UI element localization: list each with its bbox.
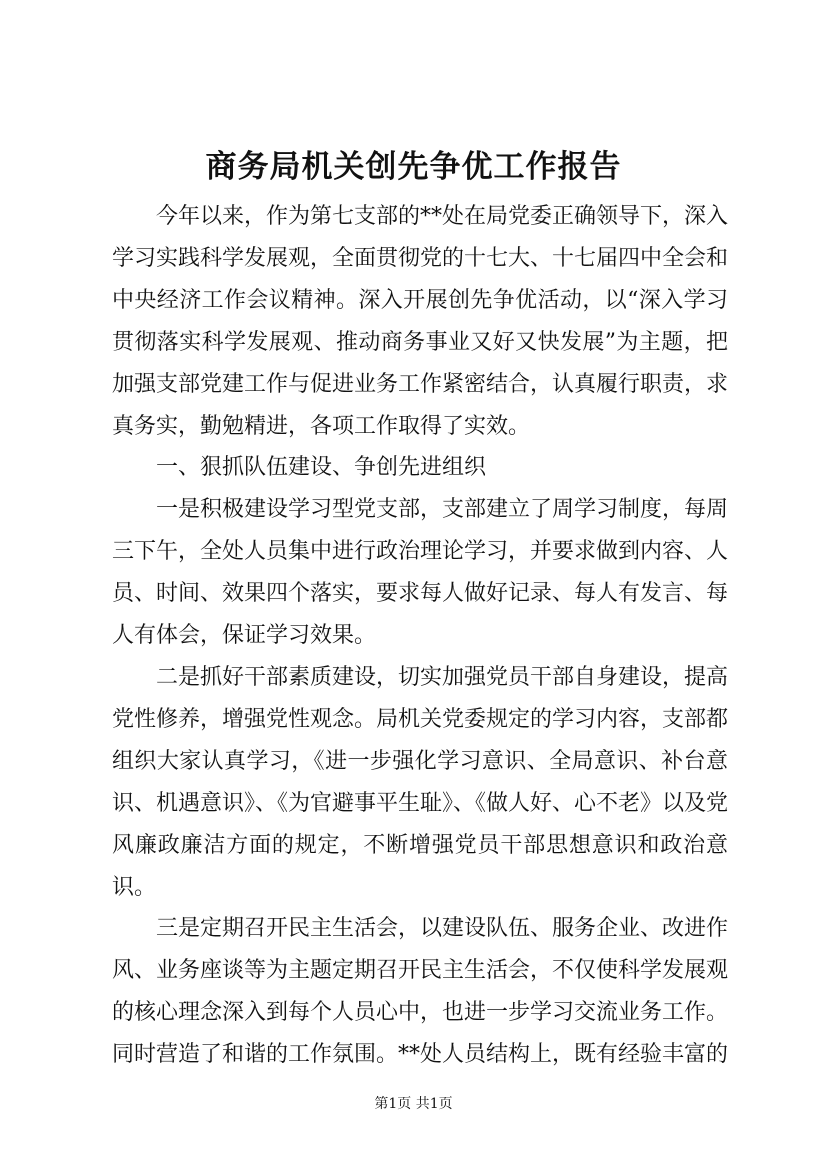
paragraph-second-point: 二是抓好干部素质建设，切实加强党员干部自身建设，提高党性修养，增强党性观念。局机关党委规定的学习内容，支部都组织大家认真学习，《进一步强化学习意识、全局意识、补台意识、机遇意识》、《为官避事平生耻》、《做人好、心不老》以及党风廉政廉洁方面的规定，不断增强党员干部思想意识和政治意识。	[112, 664, 729, 900]
document-title: 商务局机关创先争优工作报告	[205, 149, 622, 185]
paragraph-first-point: 一是积极建设学习型党支部，支部建立了周学习制度，每周三下午，全处人员集中进行政治理论学习，并要求做到内容、人员、时间、效果四个落实，要求每人做好记录、每人有发言、每人有体会，保证学习效果。	[112, 497, 729, 649]
document-body	[112, 196, 728, 1076]
paragraph-intro: 今年以来，作为第七支部的**处在局党委正确领导下，深入学习实践科学发展观，全面贯彻党的十七大、十七届四中全会和中央经济工作会议精神。深入开展创先争优活动，以“深入学习贯彻落实科学发展观、推动商务事业又好又快发展”为主题，把加强支部党建工作与促进业务工作紧密结合，认真履行职责，求真务实，勤勉精进，各项工作取得了实效。	[112, 204, 729, 439]
paragraph-third-point: 三是定期召开民主生活会，以建设队伍、服务企业、改进作风、业务座谈等为主题定期召开民主生活会，不仅使科学发展观的核心理念深入到每个人员心中，也进一步学习交流业务工作。同时营造了和谐的工作氛围。**处人员结构上，既有经验丰富的	[112, 916, 729, 1068]
section-heading: 一、狠抓队伍建设、争创先进组织	[156, 455, 487, 481]
page-footer: 第1页 共1页	[374, 1096, 453, 1112]
